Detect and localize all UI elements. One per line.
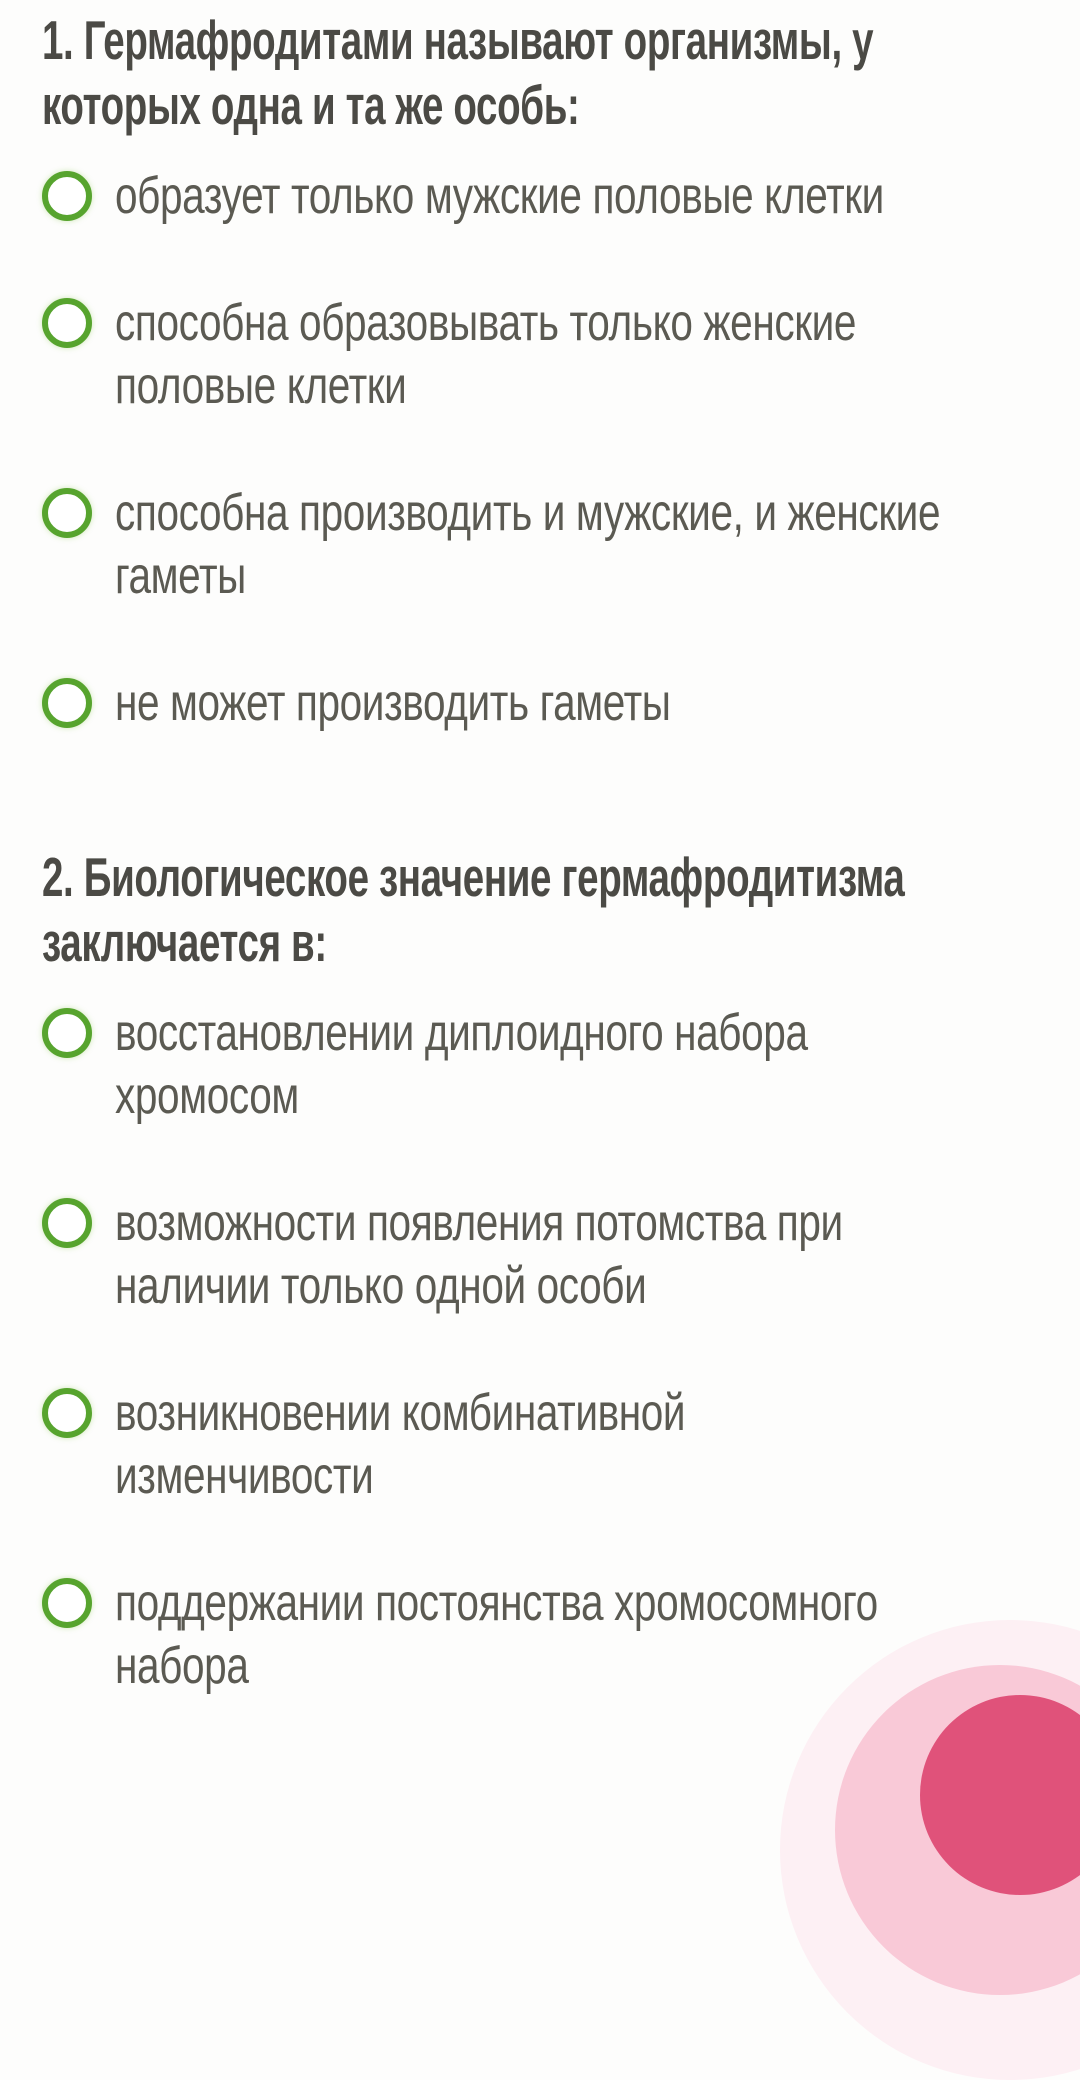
question-2-title	[42, 845, 905, 975]
option-text-line: образует только мужские половые клетки	[115, 167, 884, 225]
radio-button-icon[interactable]	[42, 298, 92, 348]
option-text-line: способна образовывать только женские	[115, 294, 857, 352]
option-text-line: наличии только одной особи	[115, 1257, 647, 1315]
answer-option-label	[115, 1002, 808, 1128]
radio-button-icon[interactable]	[42, 1578, 92, 1628]
radio-button-icon[interactable]	[42, 678, 92, 728]
question-2	[42, 845, 1050, 1698]
answer-option[interactable]	[42, 1382, 1050, 1508]
option-text-line: восстановлении диплоидного набора	[115, 1004, 808, 1062]
answer-option-label	[115, 1572, 878, 1698]
radio-button-icon[interactable]	[42, 171, 92, 221]
question-1-title	[42, 8, 874, 138]
option-text-line: хромосом	[115, 1067, 299, 1125]
option-text-line: возможности появления потомства при	[115, 1194, 843, 1252]
option-text-line: гаметы	[115, 547, 246, 605]
answer-option[interactable]	[42, 165, 1050, 228]
question-title-line: 1. Гермафродитами называют организмы, у	[42, 9, 874, 71]
radio-button-icon[interactable]	[42, 1008, 92, 1058]
question-title-line: заключается в:	[42, 911, 327, 973]
option-text-line: изменчивости	[115, 1447, 374, 1505]
question-title-line: 2. Биологическое значение гермафродитизма	[42, 846, 905, 908]
option-text-line: не может производить гаметы	[115, 674, 671, 732]
answer-option-label	[115, 672, 671, 735]
answer-option[interactable]	[42, 1192, 1050, 1318]
answer-option-label	[115, 1382, 685, 1508]
radio-button-icon[interactable]	[42, 1388, 92, 1438]
answer-option[interactable]	[42, 482, 1050, 608]
answer-option-label	[115, 1192, 843, 1318]
answer-option[interactable]	[42, 1002, 1050, 1128]
answer-option-label	[115, 165, 884, 228]
option-text-line: половые клетки	[115, 357, 407, 415]
option-text-line: набора	[115, 1637, 249, 1695]
question-1	[42, 8, 1050, 735]
answer-option[interactable]	[42, 672, 1050, 735]
radio-button-icon[interactable]	[42, 1198, 92, 1248]
option-text-line: возникновении комбинативной	[115, 1384, 686, 1442]
answer-option-label	[115, 292, 856, 418]
answer-option[interactable]	[42, 292, 1050, 418]
option-text-line: способна производить и мужские, и женские	[115, 484, 941, 542]
answer-option-label	[115, 482, 940, 608]
question-title-line: которых одна и та же особь:	[42, 74, 580, 136]
radio-button-icon[interactable]	[42, 488, 92, 538]
option-text-line: поддержании постоянства хромосомного	[115, 1574, 878, 1632]
